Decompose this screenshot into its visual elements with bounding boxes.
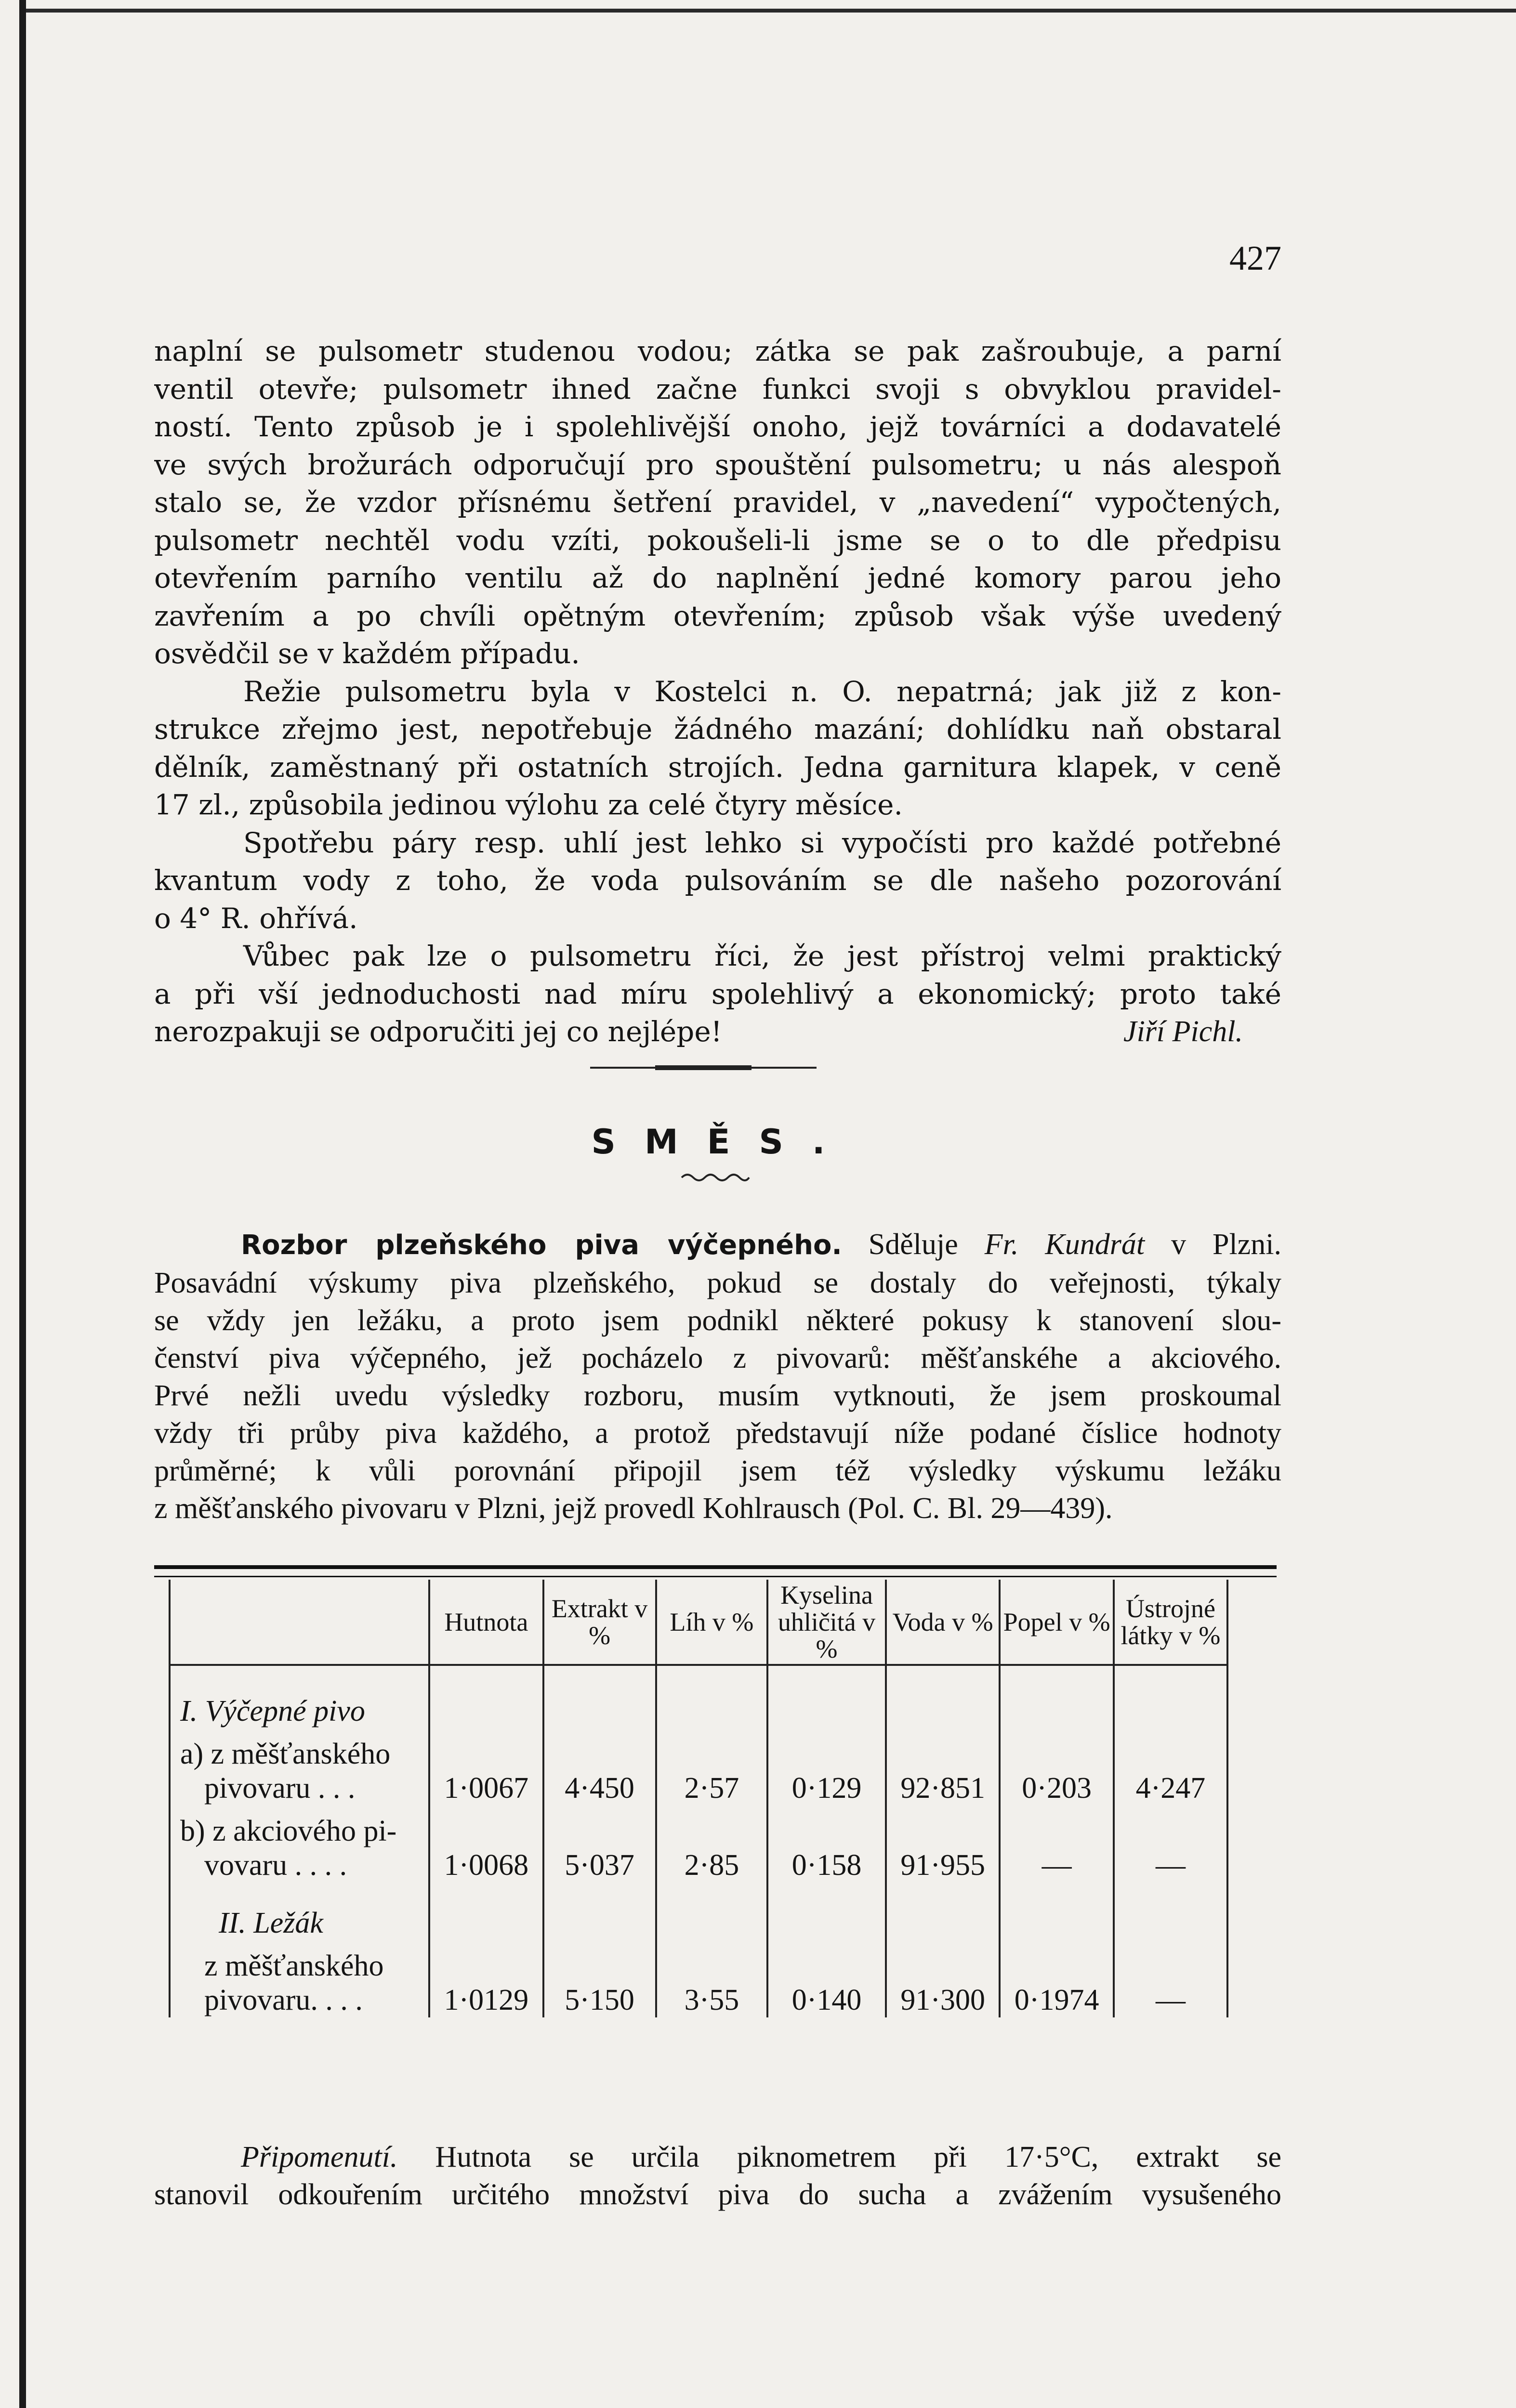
letter-line: zavřením a po chvíli opětným otevřením; způsob však výše uvedený — [154, 599, 1281, 632]
letter-line: Vůbec pak lze o pulsometru říci, že jest přístroj velmi praktický — [243, 940, 1281, 972]
table-row — [170, 1806, 1227, 1883]
letter-line: stalo se, že vzdor přísnému šetření pravidel, v „navedení“ vypočtených, — [154, 486, 1281, 519]
row-label-a: b) z akciového pi- — [180, 1815, 397, 1847]
column-header: Kyselina uhličitá v % — [767, 1580, 886, 1665]
table-cell: 0·1974 — [1000, 1940, 1113, 2017]
letter-line: ností. Tento způsob je i spolehlivější onoho, jejž továrníci a dodavatelé — [154, 410, 1281, 443]
table-cell: 2·85 — [656, 1806, 768, 1883]
table-cell: 4·247 — [1114, 1728, 1227, 1806]
footnote-line: stanovil odkouřením určitého množství piva do sucha a zvážením vysušeného — [154, 2178, 1281, 2211]
article-line: z měšťanského pivovaru v Plzni, jejž provedl Kohlrausch (Pol. C. Bl. 29—439). — [154, 1492, 1113, 1525]
table-cell: 92·851 — [886, 1728, 1000, 1806]
page-number: 427 — [1229, 239, 1281, 277]
table-cell: 0·129 — [767, 1728, 886, 1806]
column-header: Hutnota — [429, 1580, 543, 1665]
group-label: II. Ležák — [170, 1883, 429, 1940]
section-title: SMĚS. — [591, 1122, 854, 1162]
table-cell: 0·140 — [767, 1940, 886, 2017]
letter-line: strukce zřejmo jest, nepotřebuje žádného mazání; dohlídku naň obstaral — [154, 713, 1281, 746]
section-divider-center — [655, 1065, 751, 1070]
table-cell: 1·0067 — [429, 1728, 543, 1806]
table-header-row — [170, 1580, 1227, 1665]
letter-line: 17 zl., způsobila jedinou výlohu za celé čtyry měsíce. — [154, 788, 903, 821]
article-line: Prvé nežli uvedu výsledky rozboru, musím vytknouti, že jsem proskoumal — [154, 1379, 1281, 1412]
table-cell: 5·150 — [543, 1940, 656, 2017]
table-cell: 1·0129 — [429, 1940, 543, 2017]
footnote-rest: Hutnota se určila piknometrem při 17·5°C, extrakt se — [435, 2141, 1282, 2173]
scan-edge-left — [19, 0, 26, 2408]
column-header: Ústrojné látky v % — [1114, 1580, 1227, 1665]
letter-line: nerozpakuji se odporučiti jej co nejlépe! — [154, 1015, 722, 1048]
table-cell: 0·158 — [767, 1806, 886, 1883]
letter-line: o 4° R. ohřívá. — [154, 902, 358, 935]
letter-line: ve svých brožurách odporučují pro spouštění pulsometru; u nás alespoň — [154, 448, 1281, 481]
letter-line: kvantum vody z toho, že voda pulsováním se dle našeho pozorování — [154, 864, 1281, 897]
column-header: Popel v % — [1000, 1580, 1113, 1665]
author-prefix: Sděluje — [868, 1228, 958, 1261]
signature: Jiří Pichl. — [1123, 1015, 1243, 1048]
wave-ornament-icon — [679, 1170, 751, 1185]
column-header: Líh v % — [656, 1580, 768, 1665]
analysis-table — [169, 1580, 1228, 2017]
scan-edge-top — [19, 9, 1516, 13]
table-cell: 2·57 — [656, 1728, 768, 1806]
letter-line: ventil otevře; pulsometr ihned začne funkci svoji s obvyklou pravidel- — [154, 372, 1281, 406]
group-label: I. Výčepné pivo — [170, 1665, 429, 1728]
table-row — [170, 1728, 1227, 1806]
table-rule — [154, 1576, 1277, 1577]
letter-line: dělník, zaměstnaný při ostatních strojích. Jedna garnitura klapek, v ceně — [154, 750, 1281, 784]
letter-line: pulsometr nechtěl vodu vzíti, pokoušeli-li jsme se o to dle předpisu — [154, 523, 1281, 557]
author-suffix: v Plzni. — [1171, 1228, 1282, 1261]
footnote — [154, 2138, 1281, 2213]
table-corner — [170, 1580, 429, 1665]
article-line: čenství piva výčepného, jež pocházelo z pivovarů: měšťanskéhe a akciového. — [154, 1342, 1281, 1374]
article-author: Fr. Kundrát — [984, 1228, 1145, 1261]
article-title: Rozbor plzeňského piva výčepného. — [241, 1230, 842, 1261]
row-label — [170, 1806, 429, 1883]
footnote-lead: Připomenutí. — [241, 2141, 398, 2173]
table-rule — [154, 1565, 1277, 1569]
row-label — [170, 1728, 429, 1806]
article-line: Posavádní výskumy piva plzeňského, pokud se dostaly do veřejnosti, týkaly — [154, 1267, 1281, 1299]
article-line: vždy tři průby piva každého, a protož představují níže podané číslice hodnoty — [154, 1417, 1281, 1450]
row-label-a: a) z měšťanského — [180, 1738, 391, 1770]
table-cell: 5·037 — [543, 1806, 656, 1883]
letter-line: naplní se pulsometr studenou vodou; zátka se pak zašroubuje, a parní — [154, 335, 1281, 367]
table-cell: 4·450 — [543, 1728, 656, 1806]
table-group-row — [170, 1665, 1227, 1728]
table-cell: — — [1000, 1806, 1113, 1883]
table-cell: 91·300 — [886, 1940, 1000, 2017]
table-row — [170, 1940, 1227, 2017]
column-header: Extrakt v % — [543, 1580, 656, 1665]
row-label-a: z měšťanského — [204, 1950, 384, 1982]
column-header: Voda v % — [886, 1580, 1000, 1665]
letter-line: a při vší jednoduchosti nad míru spolehlivý a ekonomický; proto také — [154, 977, 1281, 1010]
signature-line — [154, 1013, 1281, 1051]
letter-line: Spotřebu páry resp. uhlí jest lehko si vypočísti pro každé potřebné — [243, 826, 1281, 859]
table-cell: 91·955 — [886, 1806, 1000, 1883]
article-line: se vždy jen ležáku, a proto jsem podnikl některé pokusy k stanovení slou- — [154, 1304, 1281, 1337]
table-cell: — — [1114, 1940, 1227, 2017]
letter-line: Režie pulsometru byla v Kostelci n. O. nepatrná; jak již z kon- — [243, 675, 1281, 708]
row-label-b: pivovaru. . . . — [204, 1984, 363, 2016]
letter-line: osvědčil se v každém případu. — [154, 637, 580, 670]
table-cell: 3·55 — [656, 1940, 768, 2017]
table-cell: 1·0068 — [429, 1806, 543, 1883]
letter-line: otevřením parního ventilu až do naplnění jedné komory parou jeho — [154, 562, 1281, 594]
row-label — [170, 1940, 429, 2017]
row-label-b: vovaru . . . . — [204, 1849, 347, 1882]
row-label-b: pivovaru . . . — [204, 1772, 356, 1805]
footnote-line — [154, 2138, 1281, 2176]
table-cell: 0·203 — [1000, 1728, 1113, 1806]
table-cell: — — [1114, 1806, 1227, 1883]
article-heading-line — [154, 1226, 1281, 1264]
article-line: průměrné; k vůli porovnání připojil jsem též výsledky výskumu ležáku — [154, 1454, 1281, 1487]
article — [154, 1226, 1281, 1527]
letter-text — [154, 332, 1281, 1051]
table-group-row — [170, 1883, 1227, 1940]
